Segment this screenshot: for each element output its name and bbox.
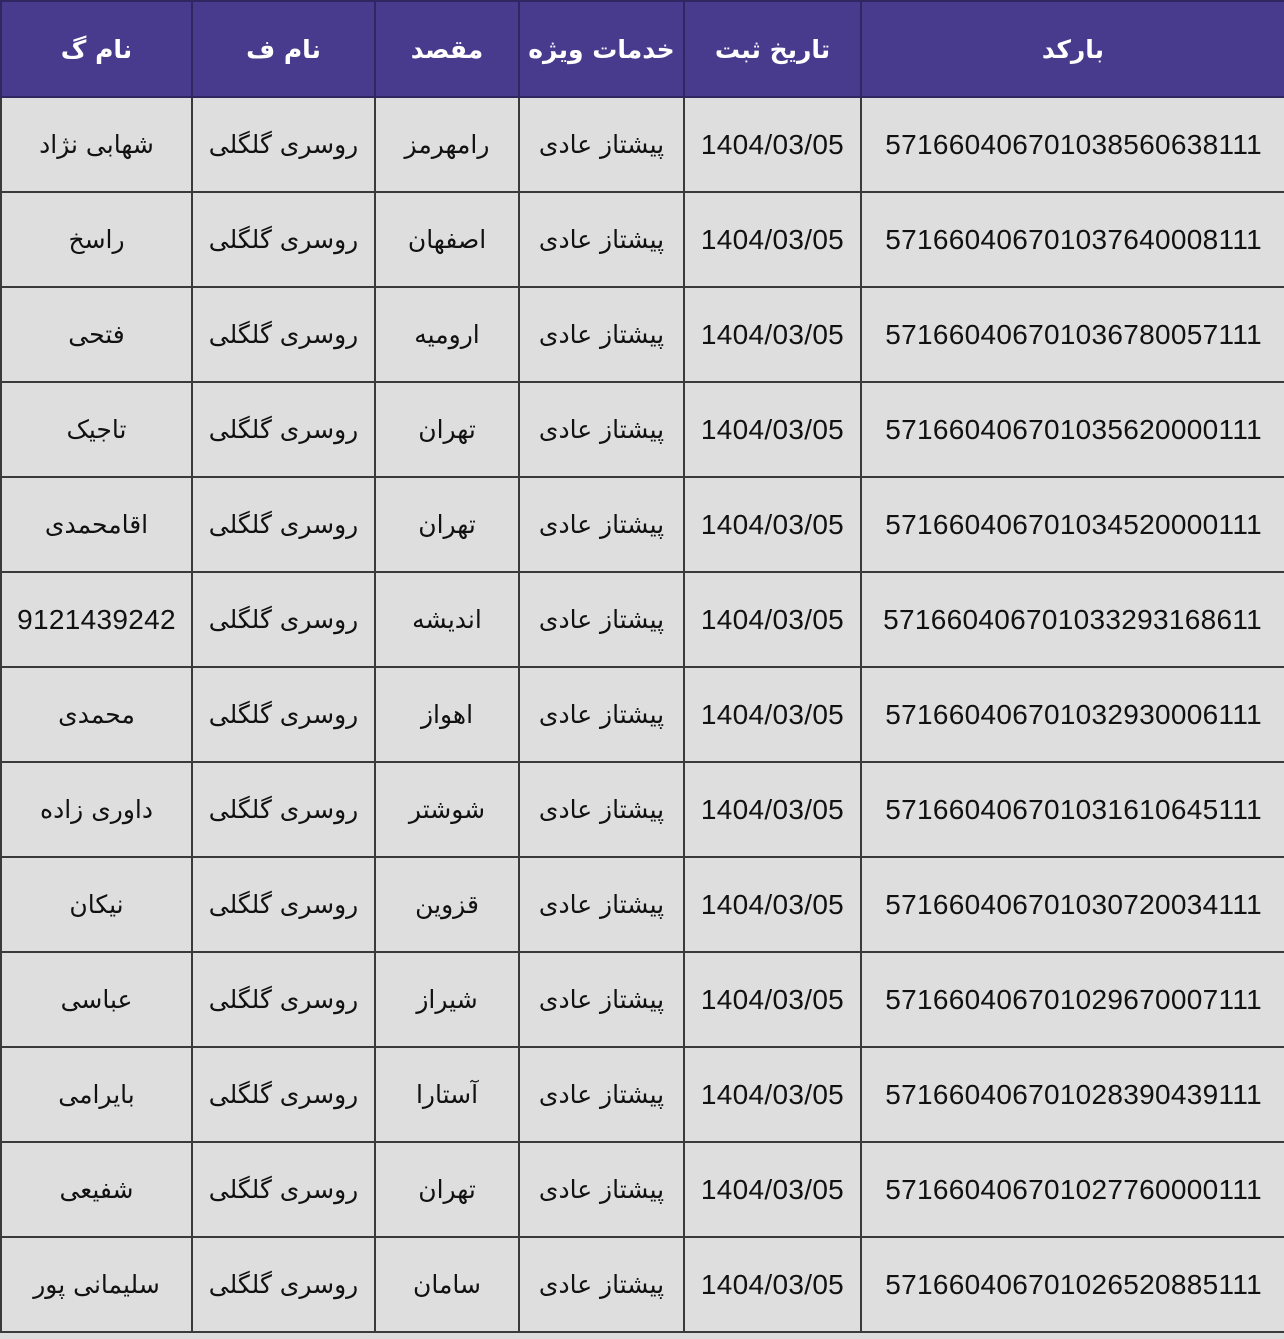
header-barcode: بارکد: [861, 1, 1284, 97]
header-service: خدمات ویژه: [519, 1, 684, 97]
date-cell: 1404/03/05: [684, 1237, 861, 1332]
sender-name-cell: روسری گلگلی: [192, 952, 375, 1047]
receiver-name-cell: شفیعی: [1, 1142, 192, 1237]
service-cell: پیشتاز عادی: [519, 477, 684, 572]
header-date: تاریخ ثبت: [684, 1, 861, 97]
barcode-cell: 571660406701026520885111: [861, 1237, 1284, 1332]
sender-name-cell: روسری گلگلی: [192, 857, 375, 952]
date-cell: 1404/03/05: [684, 857, 861, 952]
service-cell: پیشتاز عادی: [519, 1047, 684, 1142]
receiver-name-cell: نیکان: [1, 857, 192, 952]
destination-cell: رامهرمز: [375, 97, 519, 192]
barcode-cell: 571660406701029670007111: [861, 952, 1284, 1047]
service-cell: پیشتاز عادی: [519, 762, 684, 857]
sender-name-cell: روسری گلگلی: [192, 1142, 375, 1237]
date-cell: 1404/03/05: [684, 1142, 861, 1237]
service-cell: پیشتاز عادی: [519, 192, 684, 287]
service-cell: پیشتاز عادی: [519, 952, 684, 1047]
sender-name-cell: روسری گلگلی: [192, 1237, 375, 1332]
destination-cell: قزوین: [375, 857, 519, 952]
service-cell: پیشتاز عادی: [519, 857, 684, 952]
table-row: [1, 97, 1284, 192]
service-cell: پیشتاز عادی: [519, 572, 684, 667]
destination-cell: اصفهان: [375, 192, 519, 287]
barcode-cell: 571660406701035620000111: [861, 382, 1284, 477]
table-row: [1, 192, 1284, 287]
receiver-name-cell: راسخ: [1, 192, 192, 287]
date-cell: 1404/03/05: [684, 667, 861, 762]
table-row: [1, 1142, 1284, 1237]
receiver-name-cell: سلیمانی پور: [1, 1237, 192, 1332]
receiver-name-cell: شهابی نژاد: [1, 97, 192, 192]
service-cell: پیشتاز عادی: [519, 667, 684, 762]
destination-cell: شوشتر: [375, 762, 519, 857]
date-cell: 1404/03/05: [684, 572, 861, 667]
sender-name-cell: روسری گلگلی: [192, 192, 375, 287]
sender-name-cell: روسری گلگلی: [192, 1047, 375, 1142]
table-header: [1, 1, 1284, 97]
service-cell: پیشتاز عادی: [519, 382, 684, 477]
barcode-cell: 571660406701031610645111: [861, 762, 1284, 857]
table-row: [1, 762, 1284, 857]
receiver-name-cell: داوری زاده: [1, 762, 192, 857]
sender-name-cell: روسری گلگلی: [192, 287, 375, 382]
destination-cell: اهواز: [375, 667, 519, 762]
destination-cell: تهران: [375, 477, 519, 572]
sender-name-cell: روسری گلگلی: [192, 477, 375, 572]
destination-cell: ارومیه: [375, 287, 519, 382]
table-row: [1, 667, 1284, 762]
destination-cell: تهران: [375, 1142, 519, 1237]
sender-name-cell: روسری گلگلی: [192, 97, 375, 192]
date-cell: 1404/03/05: [684, 477, 861, 572]
receiver-name-cell: فتحی: [1, 287, 192, 382]
barcode-cell: 571660406701038560638111: [861, 97, 1284, 192]
barcode-cell: 571660406701030720034111: [861, 857, 1284, 952]
sender-name-cell: روسری گلگلی: [192, 382, 375, 477]
date-cell: 1404/03/05: [684, 97, 861, 192]
table-row: [1, 382, 1284, 477]
service-cell: پیشتاز عادی: [519, 97, 684, 192]
table-row: [1, 1047, 1284, 1142]
barcode-cell: 571660406701034520000111: [861, 477, 1284, 572]
table-body: [1, 97, 1284, 1332]
destination-cell: سامان: [375, 1237, 519, 1332]
barcode-cell: 571660406701037640008111: [861, 192, 1284, 287]
sender-name-cell: روسری گلگلی: [192, 762, 375, 857]
header-row: [1, 1, 1284, 97]
header-destination: مقصد: [375, 1, 519, 97]
date-cell: 1404/03/05: [684, 192, 861, 287]
barcode-cell: 571660406701032930006111: [861, 667, 1284, 762]
receiver-name-cell: بایرامی: [1, 1047, 192, 1142]
destination-cell: اندیشه: [375, 572, 519, 667]
date-cell: 1404/03/05: [684, 762, 861, 857]
table-row: [1, 572, 1284, 667]
table-row: [1, 477, 1284, 572]
receiver-name-cell: تاجیک: [1, 382, 192, 477]
barcode-cell: 571660406701028390439111: [861, 1047, 1284, 1142]
sender-name-cell: روسری گلگلی: [192, 572, 375, 667]
table-row: [1, 1237, 1284, 1332]
receiver-name-cell: عباسی: [1, 952, 192, 1047]
sender-name-cell: روسری گلگلی: [192, 667, 375, 762]
barcode-cell: 571660406701027760000111: [861, 1142, 1284, 1237]
date-cell: 1404/03/05: [684, 1047, 861, 1142]
date-cell: 1404/03/05: [684, 952, 861, 1047]
receiver-name-cell: اقامحمدی: [1, 477, 192, 572]
service-cell: پیشتاز عادی: [519, 287, 684, 382]
destination-cell: تهران: [375, 382, 519, 477]
table-row: [1, 952, 1284, 1047]
table-row: [1, 857, 1284, 952]
receiver-name-cell: محمدی: [1, 667, 192, 762]
receiver-name-cell: 9121439242: [1, 572, 192, 667]
header-sender-name: نام ف: [192, 1, 375, 97]
service-cell: پیشتاز عادی: [519, 1142, 684, 1237]
service-cell: پیشتاز عادی: [519, 1237, 684, 1332]
destination-cell: آستارا: [375, 1047, 519, 1142]
date-cell: 1404/03/05: [684, 382, 861, 477]
header-receiver-name: نام گ: [1, 1, 192, 97]
table-row: [1, 287, 1284, 382]
date-cell: 1404/03/05: [684, 287, 861, 382]
barcode-cell: 571660406701033293168611: [861, 572, 1284, 667]
destination-cell: شیراز: [375, 952, 519, 1047]
barcode-cell: 571660406701036780057111: [861, 287, 1284, 382]
